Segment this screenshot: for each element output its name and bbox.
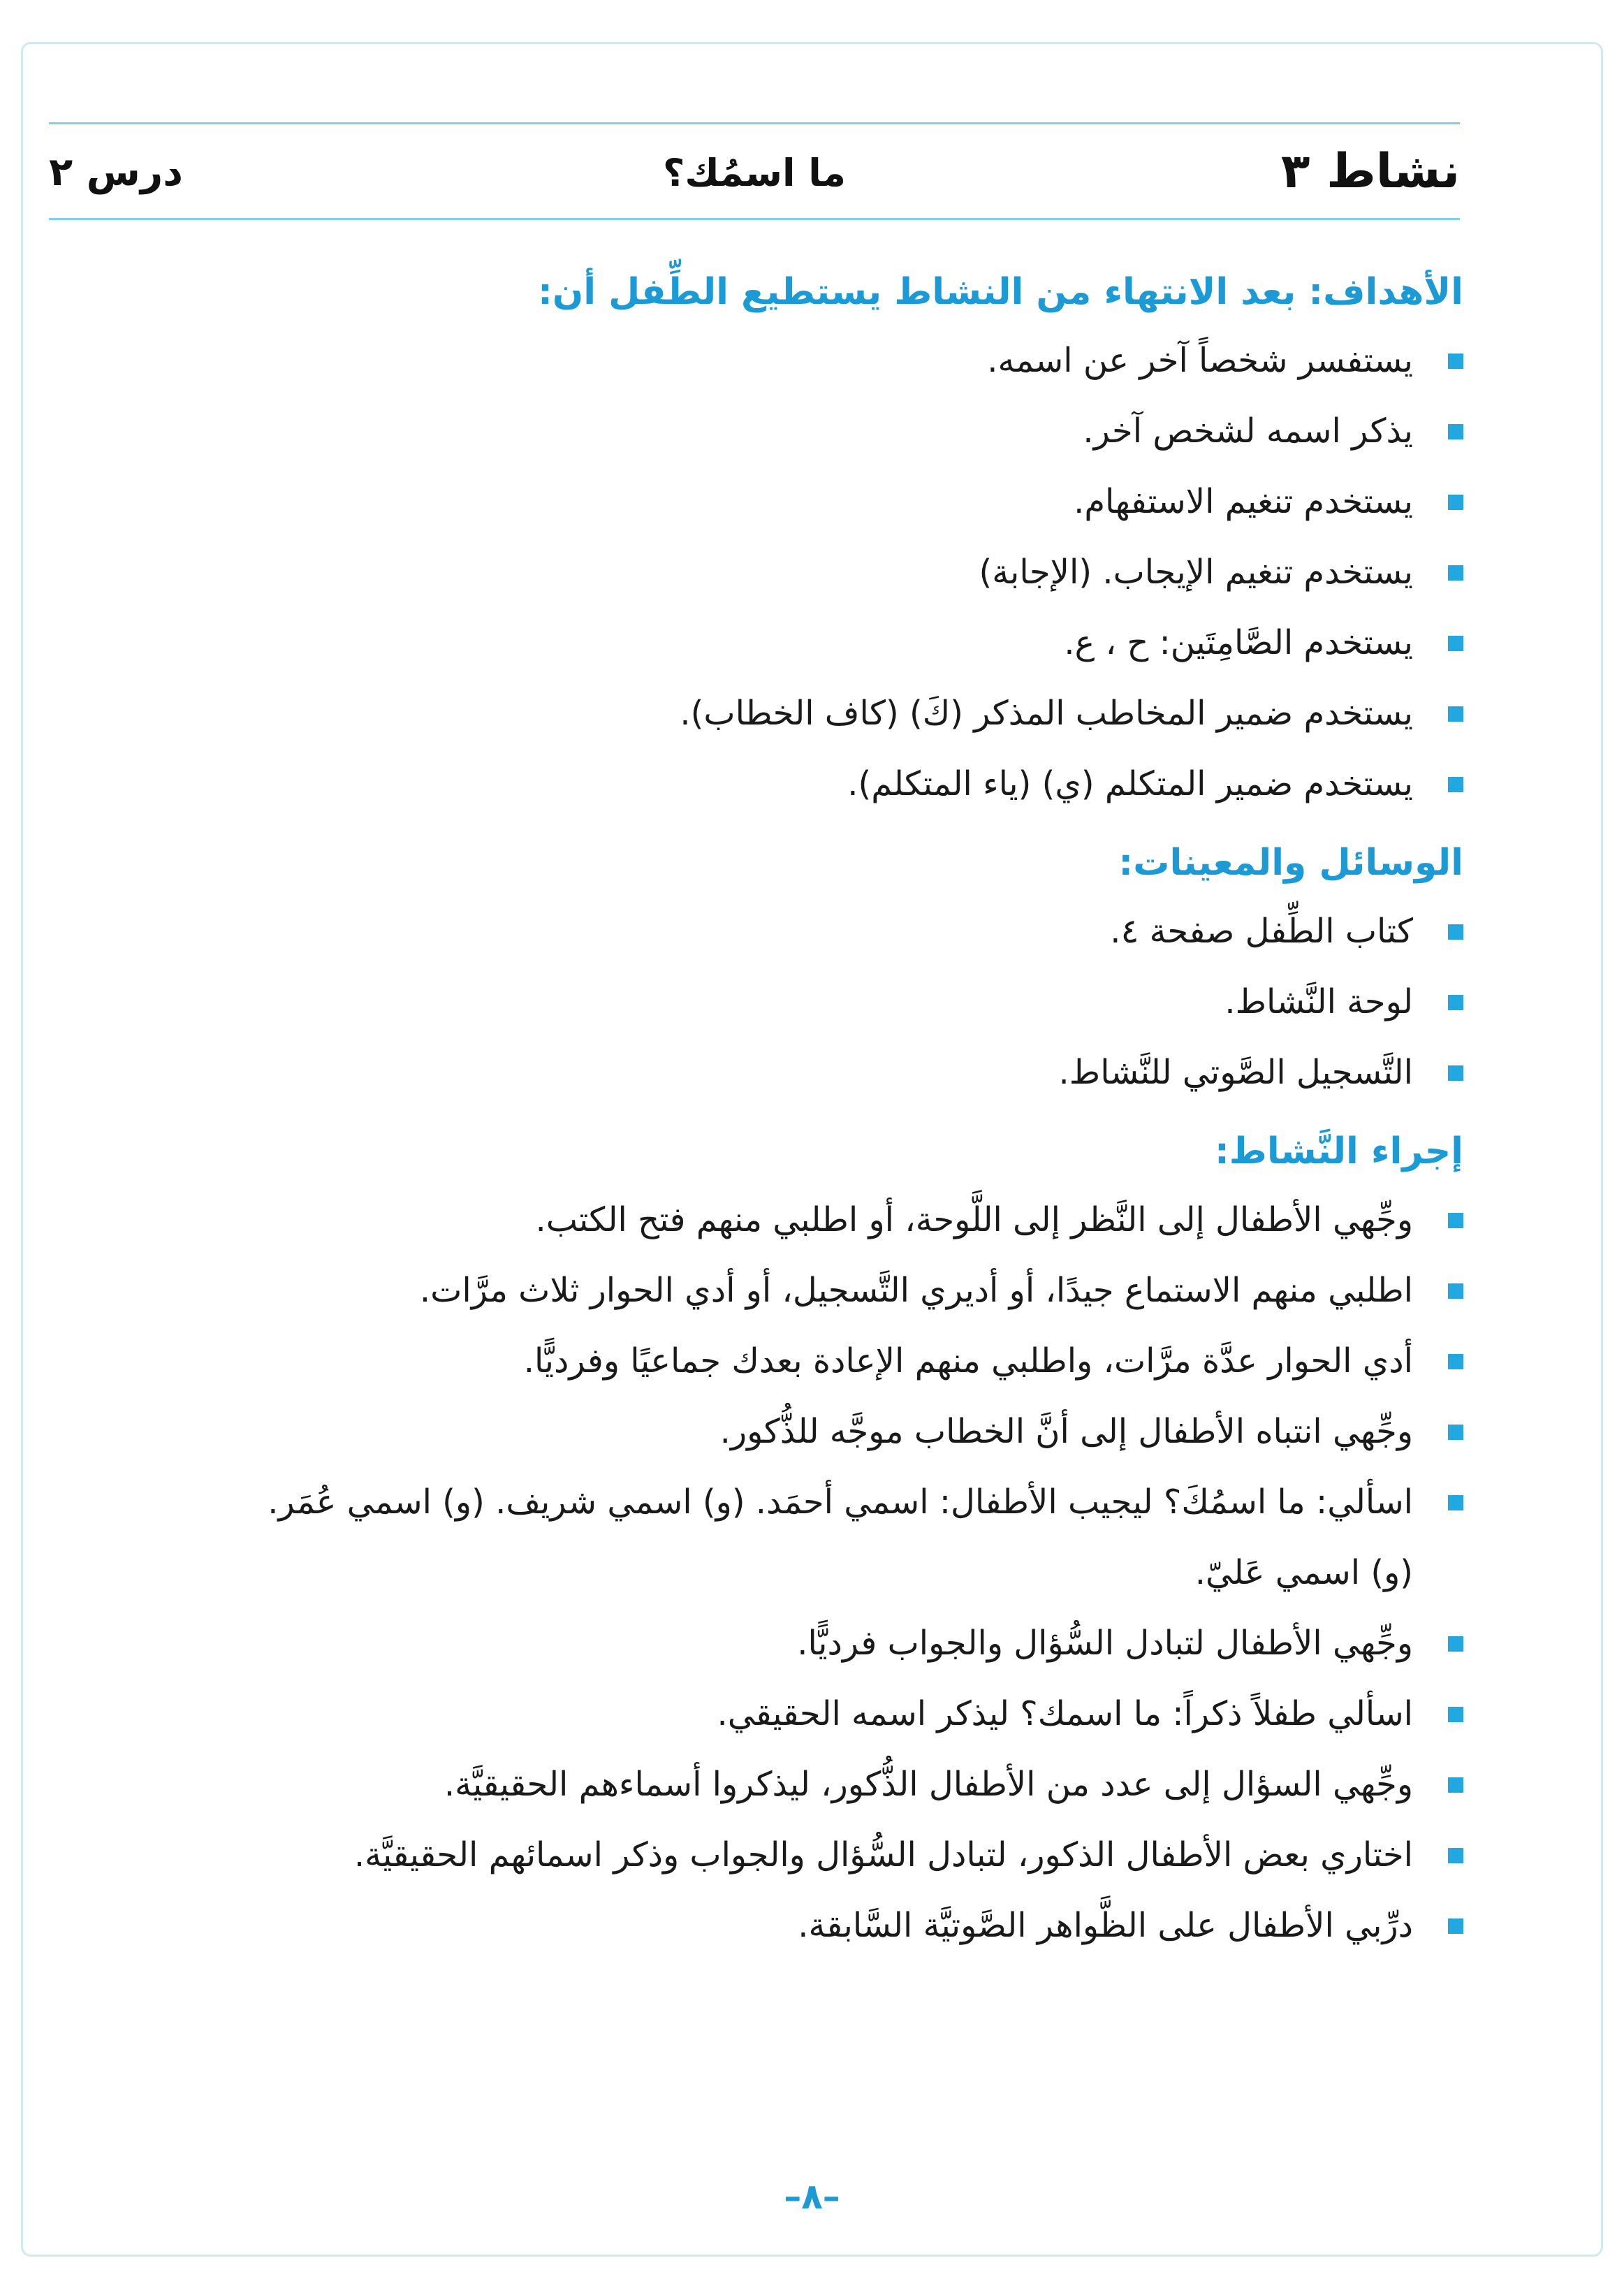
list-item [66,1467,1463,1608]
list-item-text: يستخدم الصَّامِتَين: ح ، ع. [1064,623,1413,662]
procedure-heading-text: إجراء النَّشاط: [1215,1130,1463,1172]
list-item-text: درِّبي الأطفال على الظَّواهر الصَّوتيَّة السَّابقة. [798,1906,1413,1945]
list-item [66,326,1463,396]
list-item-text: وجِّهي الأطفال إلى النَّظر إلى اللَّوحة، أو اطلبي منهم فتح الكتب. [535,1200,1413,1239]
list-item-text: يستخدم تنغيم الإيجاب. (الإجابة) [979,553,1413,592]
square-bullet-icon [1448,1213,1463,1228]
list-item [66,467,1463,537]
list-item [66,896,1463,967]
square-bullet-icon [1448,1425,1463,1440]
lesson-number: درس ٢ [49,150,183,195]
list-item-text: وجِّهي السؤال إلى عدد من الأطفال الذُّكور، ليذكروا أسماءهم الحقيقيَّة. [444,1765,1413,1804]
list-item-text: اختاري بعض الأطفال الذكور، لتبادل السُّؤال والجواب وذكر اسمائهم الحقيقيَّة. [353,1835,1413,1874]
section-spacer [66,820,1463,829]
square-bullet-icon [1448,1495,1463,1510]
list-item [66,967,1463,1037]
list-item [66,678,1463,749]
goals-heading-text: الأهداف: بعد الانتهاء من النشاط يستطيع الطِّفل أن: [538,271,1463,313]
list-item-text: أدي الحوار عدَّة مرَّات، واطلبي منهم الإعادة بعدك جماعيًا وفرديًّا. [523,1341,1413,1381]
procedure-heading [66,1118,1463,1185]
list-item-text: يستخدم ضمير المتكلم (ي) (ياء المتكلم). [847,764,1413,803]
list-item [66,1255,1463,1326]
list-item [66,1820,1463,1891]
square-bullet-icon [1448,924,1463,940]
square-bullet-icon [1448,495,1463,510]
square-bullet-icon [1448,1777,1463,1793]
square-bullet-icon [1448,424,1463,439]
square-bullet-icon [1448,995,1463,1010]
square-bullet-icon [1448,1354,1463,1369]
list-item [66,1037,1463,1108]
list-item [66,749,1463,820]
list-item [66,608,1463,678]
procedure-list [66,1185,1463,1961]
list-item-text: وجِّهي الأطفال لتبادل السُّؤال والجواب فرديًّا. [797,1624,1413,1663]
list-item [66,1608,1463,1679]
list-item-text: لوحة النَّشاط. [1224,982,1413,1021]
list-item-text: يذكر اسمه لشخص آخر. [1083,412,1413,451]
square-bullet-icon [1448,1918,1463,1934]
tools-list [66,896,1463,1108]
goals-list [66,326,1463,820]
list-item [66,1185,1463,1255]
square-bullet-icon [1448,354,1463,369]
section-spacer [66,1108,1463,1118]
main-content [66,258,1463,1961]
page-title: ما اسمُك؟ [663,151,846,195]
page-number: –٨– [784,2176,840,2217]
list-item-text: اسألي طفلاً ذكراً: ما اسمك؟ ليذكر اسمه الحقيقي. [717,1694,1413,1733]
square-bullet-icon [1448,777,1463,792]
tools-heading [66,829,1463,896]
activity-number: نشاط ٣ [1280,144,1460,199]
list-item-text: اطلبي منهم الاستماع جيدًا، أو أديري التَّسجيل، أو أدي الحوار ثلاث مرَّات. [419,1271,1413,1310]
square-bullet-icon [1448,1065,1463,1081]
list-item [66,537,1463,608]
list-item-text: التَّسجيل الصَّوتي للنَّشاط. [1058,1053,1413,1092]
list-item [66,1891,1463,1961]
list-item [66,1749,1463,1820]
square-bullet-icon [1448,1848,1463,1863]
list-item-text: يستخدم تنغيم الاستفهام. [1074,482,1413,521]
list-item [66,1397,1463,1467]
page-header [49,122,1460,220]
square-bullet-icon [1448,1636,1463,1652]
square-bullet-icon [1448,636,1463,651]
list-item [66,1326,1463,1397]
goals-heading [66,258,1463,326]
list-item-text: يستخدم ضمير المخاطب المذكر (كَ) (كاف الخطاب). [680,694,1413,733]
list-item-text: وجِّهي انتباه الأطفال إلى أنَّ الخطاب موجَّه للذُّكور. [719,1412,1413,1451]
list-item [66,396,1463,467]
square-bullet-icon [1448,1283,1463,1299]
square-bullet-icon [1448,1707,1463,1722]
list-item [66,1679,1463,1749]
list-item-text: اسألي: ما اسمُكَ؟ ليجيب الأطفال: اسمي أحمَد. (و) اسمي شريف. (و) اسمي عُمَر. [268,1483,1413,1522]
list-item-text: يستفسر شخصاً آخر عن اسمه. [987,341,1413,380]
square-bullet-icon [1448,565,1463,581]
list-item-text-continued: (و) اسمي عَليّ. [1194,1553,1413,1592]
square-bullet-icon [1448,706,1463,722]
list-item-text: كتاب الطِّفل صفحة ٤. [1110,912,1413,951]
tools-heading-text: الوسائل والمعينات: [1118,842,1463,884]
